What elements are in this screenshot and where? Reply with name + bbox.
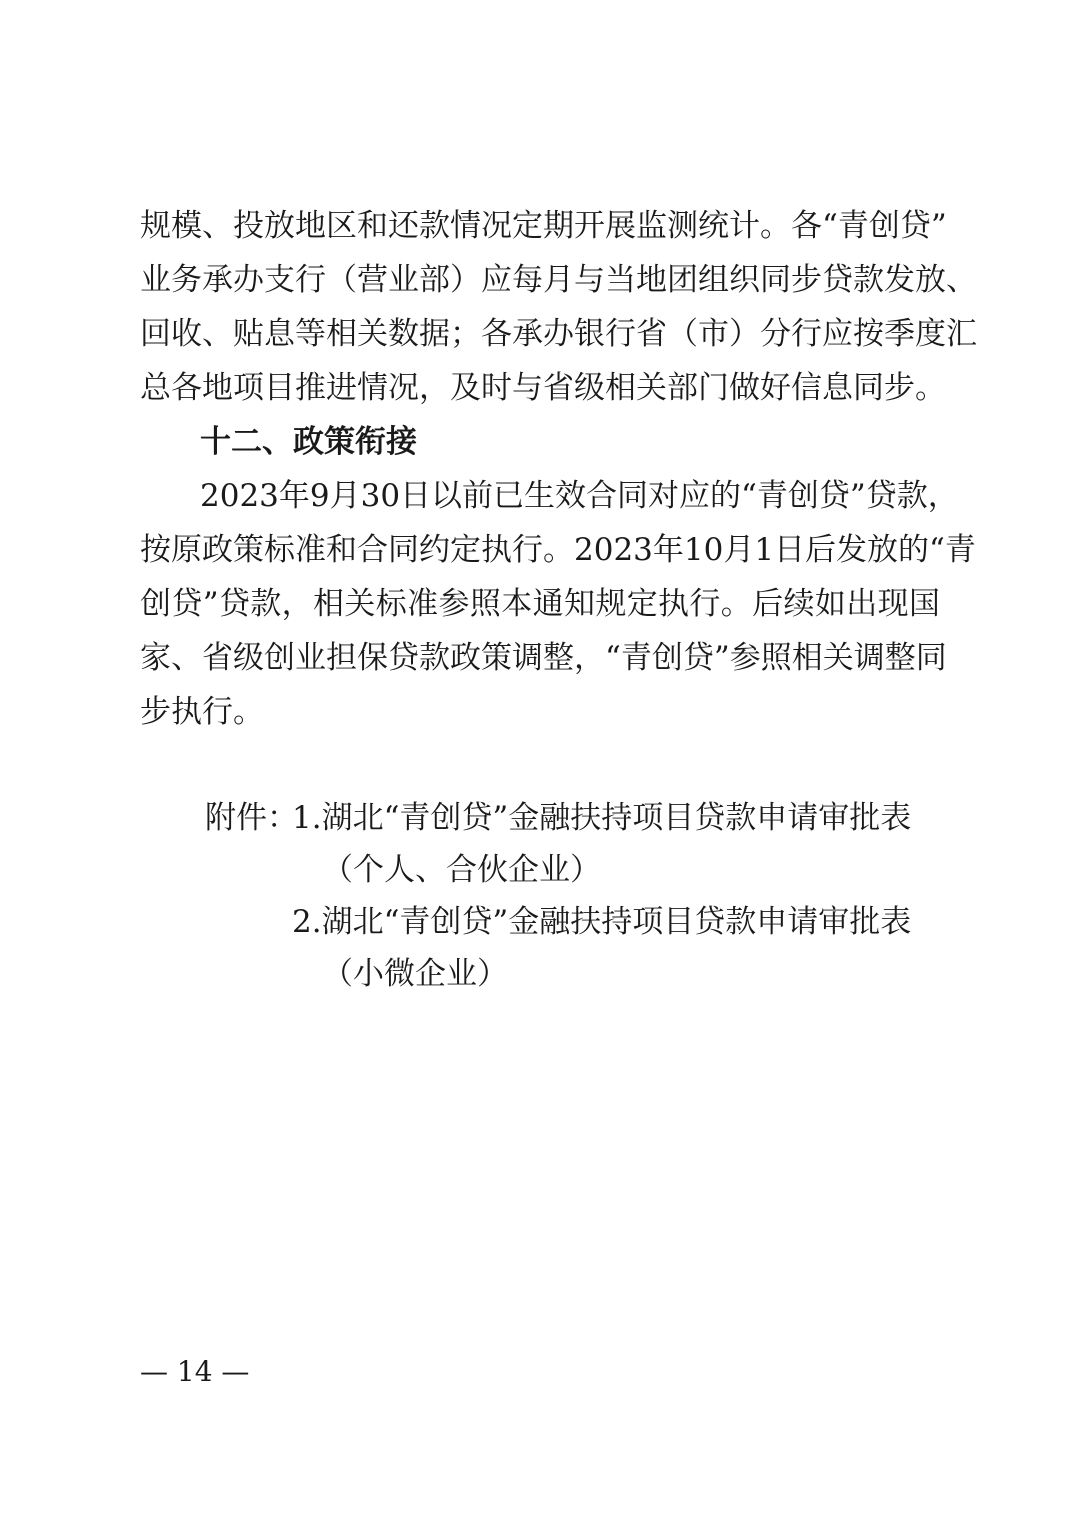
attachments-label: 附件：: [205, 800, 298, 836]
paragraph-line: 按原政策标准和合同约定执行。2023年10月1日后发放的“青: [140, 532, 976, 568]
page-number: — 14 —: [140, 1355, 250, 1388]
paragraph-line: 创贷”贷款，相关标准参照本通知规定执行。后续如出现国: [140, 586, 940, 622]
attachment-item: 1.湖北“青创贷”金融扶持项目贷款申请审批表: [292, 800, 912, 836]
paragraph-line: 家、省级创业担保贷款政策调整，“青创贷”参照相关调整同: [140, 640, 947, 676]
section-heading: 十二、政策衔接: [200, 424, 417, 460]
paragraph-line: 步执行。: [140, 694, 264, 730]
attachment-item: 2.湖北“青创贷”金融扶持项目贷款申请审批表: [292, 904, 912, 940]
attachment-item-subtitle: （个人、合伙企业）: [322, 852, 601, 888]
paragraph-line: 2023年9月30日以前已生效合同对应的“青创贷”贷款，: [200, 478, 959, 514]
paragraph-line: 业务承办支行（营业部）应每月与当地团组织同步贷款发放、: [140, 262, 977, 298]
attachment-item-subtitle: （小微企业）: [322, 956, 508, 992]
paragraph-line: 规模、投放地区和还款情况定期开展监测统计。各“青创贷”: [140, 208, 947, 244]
paragraph-line: 回收、贴息等相关数据；各承办银行省（市）分行应按季度汇: [140, 316, 977, 352]
paragraph-line: 总各地项目推进情况，及时与省级相关部门做好信息同步。: [140, 370, 946, 406]
